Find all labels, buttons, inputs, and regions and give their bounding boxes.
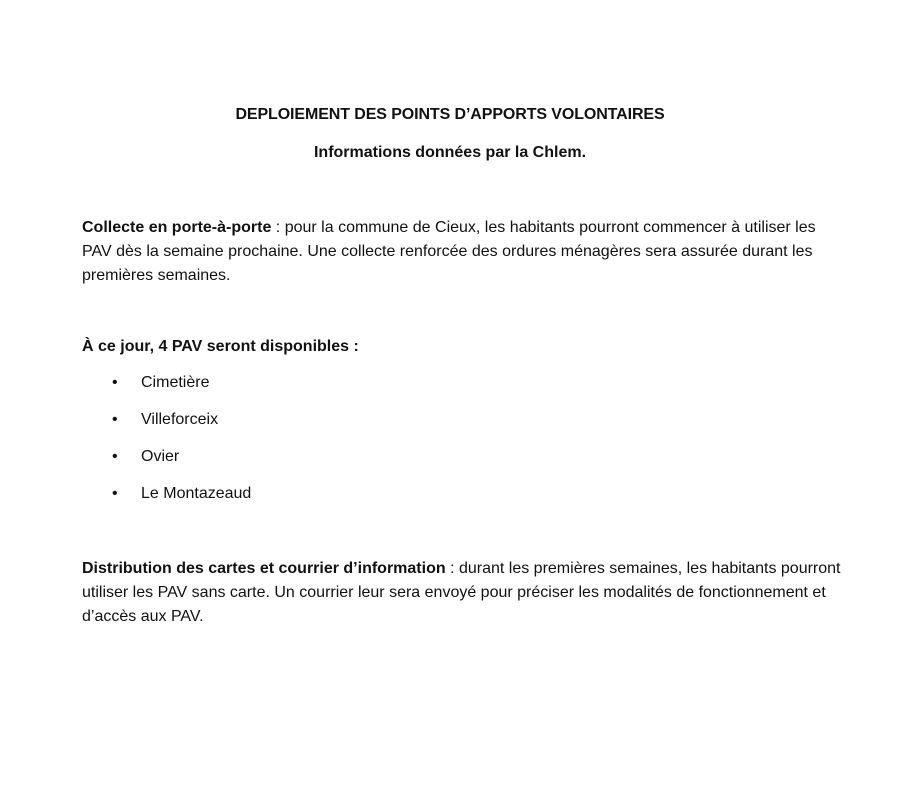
- bullet: •: [112, 448, 118, 465]
- pav-list-heading: À ce jour, 4 PAV seront disponibles :: [82, 338, 359, 355]
- collection-text: pour la commune de Cieux, les habitants pourront commencer à utiliser les PAV dès la semaine prochaine. Une collecte renforcée des ordures ménagères sera assurée durant les premières semaines.: [82, 219, 816, 284]
- collection-separator: :: [271, 219, 285, 236]
- pav-location-label: Ovier: [141, 448, 180, 465]
- pav-location-label: Cimetière: [141, 374, 210, 391]
- bullet: •: [112, 374, 118, 391]
- distribution-separator: :: [445, 560, 459, 577]
- distribution-paragraph: [82, 557, 842, 629]
- distribution-text: durant les premières semaines, les habitants pourront utiliser les PAV sans carte. Un courrier leur sera envoyé pour préciser les modalités de fonctionnement et d’accès aux PAV.: [82, 560, 841, 625]
- collection-paragraph: [82, 216, 842, 288]
- document-subtitle: Informations données par la Chlem.: [313, 144, 587, 161]
- bullet: •: [112, 485, 118, 502]
- bullet: •: [112, 411, 118, 428]
- collection-heading: Collecte en porte-à-porte: [82, 219, 272, 236]
- distribution-heading: Distribution des cartes et courrier d’information: [82, 560, 446, 577]
- document-title: DEPLOIEMENT DES POINTS D’APPORTS VOLONTAIRES: [235, 106, 665, 123]
- pav-location-label: Le Montazeaud: [141, 485, 252, 502]
- pav-location-label: Villeforceix: [141, 411, 219, 428]
